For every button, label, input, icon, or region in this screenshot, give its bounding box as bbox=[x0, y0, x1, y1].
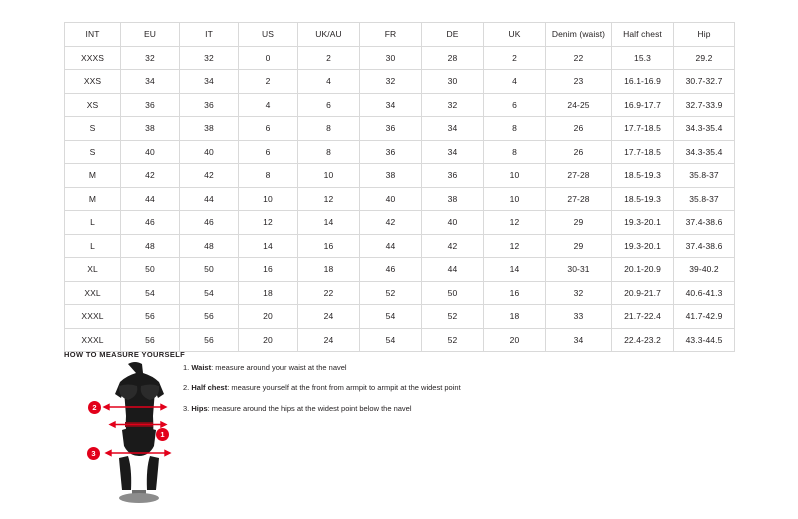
table-cell: 56 bbox=[121, 328, 180, 352]
table-cell: 46 bbox=[121, 211, 180, 235]
table-cell: 18 bbox=[239, 281, 298, 305]
table-cell: 48 bbox=[180, 234, 239, 258]
table-row bbox=[65, 281, 735, 305]
table-row bbox=[65, 211, 735, 235]
table-cell: 37.4-38.6 bbox=[674, 234, 735, 258]
table-cell: 34 bbox=[422, 117, 484, 141]
table-cell: 48 bbox=[121, 234, 180, 258]
table-cell: 22 bbox=[298, 281, 360, 305]
table-cell: 8 bbox=[484, 117, 546, 141]
table-cell: 4 bbox=[298, 70, 360, 94]
cell-size-label: XS bbox=[65, 93, 121, 117]
table-cell: 12 bbox=[484, 211, 546, 235]
table-cell: 42 bbox=[360, 211, 422, 235]
cell-size-label: XXS bbox=[65, 70, 121, 94]
figure-stand-base bbox=[119, 493, 159, 503]
table-row bbox=[65, 46, 735, 70]
table-cell: 40 bbox=[360, 187, 422, 211]
table-cell: 30-31 bbox=[546, 258, 612, 282]
how-to-item-term: Hips bbox=[191, 403, 208, 413]
table-cell: 10 bbox=[484, 187, 546, 211]
table-cell: 32 bbox=[422, 93, 484, 117]
table-cell: 44 bbox=[360, 234, 422, 258]
table-cell: 40 bbox=[121, 140, 180, 164]
table-cell: 34 bbox=[422, 140, 484, 164]
how-to-measure-item bbox=[183, 363, 613, 372]
table-cell: 38 bbox=[180, 117, 239, 141]
table-cell: 44 bbox=[180, 187, 239, 211]
table-cell: 30 bbox=[360, 46, 422, 70]
table-cell: 36 bbox=[360, 117, 422, 141]
column-header-eu: EU bbox=[121, 23, 180, 47]
table-cell: 0 bbox=[239, 46, 298, 70]
figure-badge-2: 2 bbox=[88, 401, 101, 414]
table-cell: 34 bbox=[360, 93, 422, 117]
table-cell: 17.7-18.5 bbox=[612, 117, 674, 141]
table-cell: 22.4-23.2 bbox=[612, 328, 674, 352]
table-cell: 34.3-35.4 bbox=[674, 140, 735, 164]
table-cell: 39-40.2 bbox=[674, 258, 735, 282]
table-cell: 36 bbox=[422, 164, 484, 188]
table-cell: 34 bbox=[546, 328, 612, 352]
how-to-item-number: 3. bbox=[183, 403, 190, 413]
figure-leg-left bbox=[119, 456, 131, 490]
table-header-row bbox=[65, 23, 735, 47]
table-row bbox=[65, 305, 735, 329]
table-cell: 32 bbox=[121, 46, 180, 70]
column-header-denim-waist: Denim (waist) bbox=[546, 23, 612, 47]
column-header-hip: Hip bbox=[674, 23, 735, 47]
how-to-measure-title: HOW TO MEASURE YOURSELF bbox=[64, 350, 186, 359]
table-cell: 52 bbox=[360, 281, 422, 305]
table-row bbox=[65, 117, 735, 141]
table-cell: 24 bbox=[298, 305, 360, 329]
table-cell: 38 bbox=[360, 164, 422, 188]
table-cell: 52 bbox=[422, 305, 484, 329]
table-cell: 54 bbox=[121, 281, 180, 305]
table-cell: 29 bbox=[546, 234, 612, 258]
table-cell: 8 bbox=[298, 117, 360, 141]
table-cell: 14 bbox=[239, 234, 298, 258]
table-cell: 32 bbox=[180, 46, 239, 70]
table-cell: 27-28 bbox=[546, 164, 612, 188]
table-cell: 46 bbox=[180, 211, 239, 235]
table-cell: 36 bbox=[180, 93, 239, 117]
table-cell: 18.5-19.3 bbox=[612, 164, 674, 188]
table-cell: 27-28 bbox=[546, 187, 612, 211]
table-cell: 41.7-42.9 bbox=[674, 305, 735, 329]
table-cell: 10 bbox=[239, 187, 298, 211]
table-cell: 16.9-17.7 bbox=[612, 93, 674, 117]
table-cell: 12 bbox=[239, 211, 298, 235]
table-cell: 12 bbox=[484, 234, 546, 258]
table-cell: 17.7-18.5 bbox=[612, 140, 674, 164]
table-cell: 36 bbox=[121, 93, 180, 117]
cell-size-label: L bbox=[65, 211, 121, 235]
how-to-item-text: : measure around the hips at the widest point below the navel bbox=[207, 403, 412, 413]
table-cell: 18 bbox=[298, 258, 360, 282]
table-body bbox=[65, 46, 735, 352]
table-cell: 34.3-35.4 bbox=[674, 117, 735, 141]
how-to-measure-list bbox=[183, 363, 613, 424]
table-cell: 10 bbox=[484, 164, 546, 188]
table-cell: 12 bbox=[298, 187, 360, 211]
table-row bbox=[65, 70, 735, 94]
table-cell: 37.4-38.6 bbox=[674, 211, 735, 235]
table-row bbox=[65, 328, 735, 352]
table-cell: 14 bbox=[484, 258, 546, 282]
table-row bbox=[65, 187, 735, 211]
table-cell: 40 bbox=[180, 140, 239, 164]
table-cell: 52 bbox=[422, 328, 484, 352]
table-cell: 34 bbox=[180, 70, 239, 94]
table-cell: 33 bbox=[546, 305, 612, 329]
table-cell: 15.3 bbox=[612, 46, 674, 70]
column-header-us: US bbox=[239, 23, 298, 47]
table-cell: 8 bbox=[298, 140, 360, 164]
table-cell: 6 bbox=[239, 140, 298, 164]
table-cell: 23 bbox=[546, 70, 612, 94]
size-table-container bbox=[64, 22, 734, 352]
table-cell: 32 bbox=[360, 70, 422, 94]
column-header-uk-au: UK/AU bbox=[298, 23, 360, 47]
cell-size-label: XXXS bbox=[65, 46, 121, 70]
table-cell: 26 bbox=[546, 140, 612, 164]
how-to-item-number: 2. bbox=[183, 383, 190, 393]
table-cell: 20 bbox=[239, 305, 298, 329]
cell-size-label: XXXL bbox=[65, 305, 121, 329]
table-cell: 29.2 bbox=[674, 46, 735, 70]
table-cell: 20.1-20.9 bbox=[612, 258, 674, 282]
table-cell: 50 bbox=[121, 258, 180, 282]
cell-size-label: L bbox=[65, 234, 121, 258]
table-cell: 16.1-16.9 bbox=[612, 70, 674, 94]
measurement-figure bbox=[84, 360, 194, 505]
table-cell: 4 bbox=[239, 93, 298, 117]
table-cell: 28 bbox=[422, 46, 484, 70]
column-header-de: DE bbox=[422, 23, 484, 47]
table-cell: 32 bbox=[546, 281, 612, 305]
table-cell: 2 bbox=[298, 46, 360, 70]
table-cell: 56 bbox=[121, 305, 180, 329]
table-cell: 19.3-20.1 bbox=[612, 234, 674, 258]
table-cell: 20 bbox=[239, 328, 298, 352]
table-cell: 18.5-19.3 bbox=[612, 187, 674, 211]
column-header-uk: UK bbox=[484, 23, 546, 47]
table-cell: 22 bbox=[546, 46, 612, 70]
table-cell: 10 bbox=[298, 164, 360, 188]
table-cell: 34 bbox=[121, 70, 180, 94]
how-to-measure-item bbox=[183, 404, 613, 413]
figure-badge-3: 3 bbox=[87, 447, 100, 460]
table-cell: 50 bbox=[422, 281, 484, 305]
table-cell: 16 bbox=[484, 281, 546, 305]
table-cell: 4 bbox=[484, 70, 546, 94]
size-conversion-table bbox=[64, 22, 735, 352]
table-cell: 42 bbox=[121, 164, 180, 188]
table-cell: 26 bbox=[546, 117, 612, 141]
table-cell: 35.8-37 bbox=[674, 164, 735, 188]
figure-leg-right bbox=[147, 456, 159, 490]
table-cell: 40.6-41.3 bbox=[674, 281, 735, 305]
table-cell: 43.3-44.5 bbox=[674, 328, 735, 352]
table-header bbox=[65, 23, 735, 47]
table-cell: 8 bbox=[239, 164, 298, 188]
how-to-item-number: 1. bbox=[183, 363, 190, 372]
cell-size-label: S bbox=[65, 117, 121, 141]
table-cell: 56 bbox=[180, 305, 239, 329]
table-cell: 2 bbox=[484, 46, 546, 70]
how-to-item-text: : measure around your waist at the navel bbox=[211, 363, 347, 372]
table-row bbox=[65, 140, 735, 164]
table-cell: 54 bbox=[180, 281, 239, 305]
table-cell: 54 bbox=[360, 328, 422, 352]
table-cell: 44 bbox=[121, 187, 180, 211]
cell-size-label: XXL bbox=[65, 281, 121, 305]
table-cell: 36 bbox=[360, 140, 422, 164]
cell-size-label: M bbox=[65, 187, 121, 211]
table-cell: 35.8-37 bbox=[674, 187, 735, 211]
table-cell: 6 bbox=[298, 93, 360, 117]
table-cell: 20 bbox=[484, 328, 546, 352]
how-to-item-term: Waist bbox=[191, 363, 212, 372]
table-row bbox=[65, 234, 735, 258]
table-cell: 50 bbox=[180, 258, 239, 282]
table-cell: 56 bbox=[180, 328, 239, 352]
table-cell: 30.7-32.7 bbox=[674, 70, 735, 94]
cell-size-label: S bbox=[65, 140, 121, 164]
table-cell: 21.7-22.4 bbox=[612, 305, 674, 329]
table-cell: 30 bbox=[422, 70, 484, 94]
cell-size-label: XXXL bbox=[65, 328, 121, 352]
column-header-fr: FR bbox=[360, 23, 422, 47]
table-cell: 18 bbox=[484, 305, 546, 329]
table-cell: 6 bbox=[484, 93, 546, 117]
table-cell: 19.3-20.1 bbox=[612, 211, 674, 235]
table-cell: 16 bbox=[239, 258, 298, 282]
table-cell: 16 bbox=[298, 234, 360, 258]
table-row bbox=[65, 93, 735, 117]
table-cell: 42 bbox=[180, 164, 239, 188]
table-cell: 42 bbox=[422, 234, 484, 258]
cell-size-label: M bbox=[65, 164, 121, 188]
column-header-it: IT bbox=[180, 23, 239, 47]
column-header-half-chest: Half chest bbox=[612, 23, 674, 47]
table-cell: 24 bbox=[298, 328, 360, 352]
table-cell: 2 bbox=[239, 70, 298, 94]
table-row bbox=[65, 258, 735, 282]
table-cell: 14 bbox=[298, 211, 360, 235]
table-cell: 24-25 bbox=[546, 93, 612, 117]
table-cell: 32.7-33.9 bbox=[674, 93, 735, 117]
table-cell: 8 bbox=[484, 140, 546, 164]
table-cell: 38 bbox=[422, 187, 484, 211]
table-cell: 54 bbox=[360, 305, 422, 329]
table-cell: 20.9-21.7 bbox=[612, 281, 674, 305]
table-cell: 38 bbox=[121, 117, 180, 141]
column-header-int: INT bbox=[65, 23, 121, 47]
how-to-measure-item bbox=[183, 383, 613, 392]
table-cell: 44 bbox=[422, 258, 484, 282]
figure-badge-1: 1 bbox=[156, 428, 169, 441]
table-cell: 46 bbox=[360, 258, 422, 282]
figure-hips bbox=[122, 428, 156, 457]
mannequin-illustration bbox=[84, 360, 194, 505]
how-to-item-text: : measure yourself at the front from armpit to armpit at the widest point bbox=[227, 383, 461, 393]
how-to-item-term: Half chest bbox=[191, 383, 228, 393]
table-cell: 29 bbox=[546, 211, 612, 235]
cell-size-label: XL bbox=[65, 258, 121, 282]
table-row bbox=[65, 164, 735, 188]
table-cell: 6 bbox=[239, 117, 298, 141]
table-cell: 40 bbox=[422, 211, 484, 235]
